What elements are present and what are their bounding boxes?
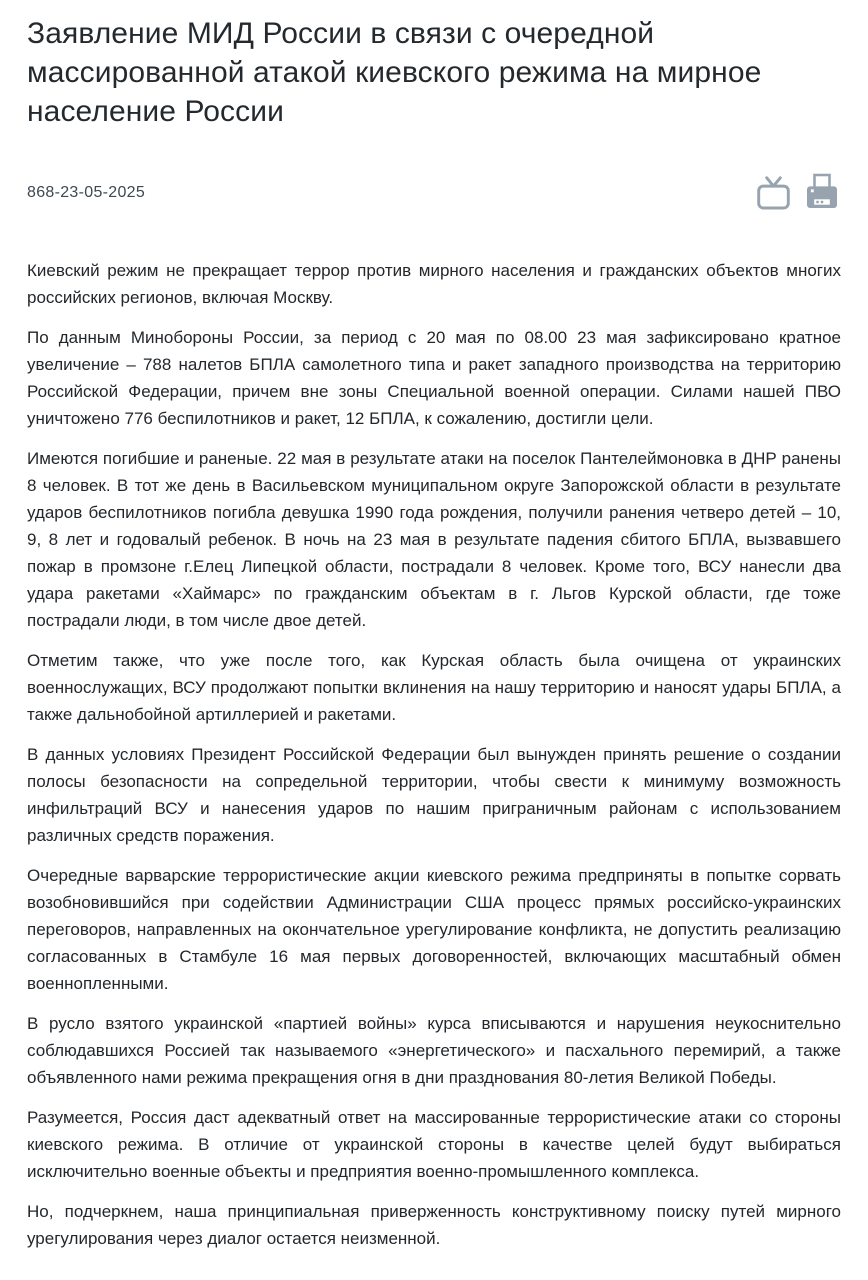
- paragraph: По данным Минобороны России, за период с 20 мая по 08.00 23 мая зафиксировано кратное увеличение – 788 налетов БПЛА самолетного типа и ракет западного производства на территорию Российской Федерации, причем вне зоны Специальной военной операции. Силами нашей ПВО уничтожено 776 беспилотников и ракет, 12 БПЛА, к сожалению, достигли цели.: [27, 328, 841, 428]
- tv-icon: [755, 175, 792, 212]
- printer-button[interactable]: [803, 173, 841, 213]
- meta-icons: [754, 173, 841, 213]
- paragraph: Разумеется, Россия даст адекватный ответ на массированные террористические атаки со стороны киевского режима. В отличие от украинской стороны в качестве целей будут выбираться исключительно военные объекты и предприятия военно-промышленного комплекса.: [27, 1108, 841, 1181]
- paragraph: Отметим также, что уже после того, как Курская область была очищена от украинских военнослужащих, ВСУ продолжают попытки вклинения на нашу территорию и наносят удары БПЛА, а также дальнобойной артиллерией и ракетами.: [27, 651, 841, 724]
- article-date: 868-23-05-2025: [27, 184, 146, 201]
- printer-icon: [804, 173, 840, 213]
- meta-row: [27, 173, 841, 213]
- article-body: [27, 257, 841, 1252]
- paragraph: В русло взятого украинской «партией войны» курса вписываются и нарушения неукоснительно соблюдавшихся Россией так называемого «энергетического» и пасхального перемирий, а также объявленного нами режима прекращения огня в дни празднования 80-летия Великой Победы.: [27, 1014, 841, 1087]
- paragraph: Но, подчеркнем, наша принципиальная приверженность конструктивному поиску путей мирного урегулирования через диалог остается неизменной.: [27, 1202, 841, 1248]
- paragraph: В данных условиях Президент Российской Федерации был вынужден принять решение о создании полосы безопасности на сопредельной территории, чтобы свести к минимуму возможность инфильтраций ВСУ и нанесения ударов по нашим приграничным районам с использованием различных средств поражения.: [27, 745, 841, 845]
- tv-button[interactable]: [754, 173, 792, 213]
- paragraph: Имеются погибшие и раненые. 22 мая в результате атаки на поселок Пантелеймоновка в ДНР ранены 8 человек. В тот же день в Васильевском муниципальном округе Запорожской области в результате ударов беспилотников погибла девушка 1990 года рождения, получили ранения четверо детей – 10, 9, 8 лет и годовалый ребенок. В ночь на 23 мая в результате падения сбитого БПЛА, вызвавшего пожар в промзоне г.Елец Липецкой области, пострадали 8 человек. Кроме того, ВСУ нанесли два удара ракетами «Хаймарс» по гражданским объектам в г. Льгов Курской области, где тоже пострадали люди, в том числе двое детей.: [27, 449, 841, 630]
- page-title: Заявление МИД России в связи с очередной массированной атакой киевского режима на мирное население России: [27, 17, 762, 128]
- paragraph: Очередные варварские террористические акции киевского режима предприняты в попытке сорвать возобновившийся при содействии Администрации США процесс прямых российско-украинских переговоров, направленных на окончательное урегулирование конфликта, не допустить реализацию согласованных в Стамбуле 16 мая первых договоренностей, включающих масштабный обмен военнопленными.: [27, 866, 841, 993]
- paragraph: Киевский режим не прекращает террор против мирного населения и гражданских объектов многих российских регионов, включая Москву.: [27, 261, 841, 307]
